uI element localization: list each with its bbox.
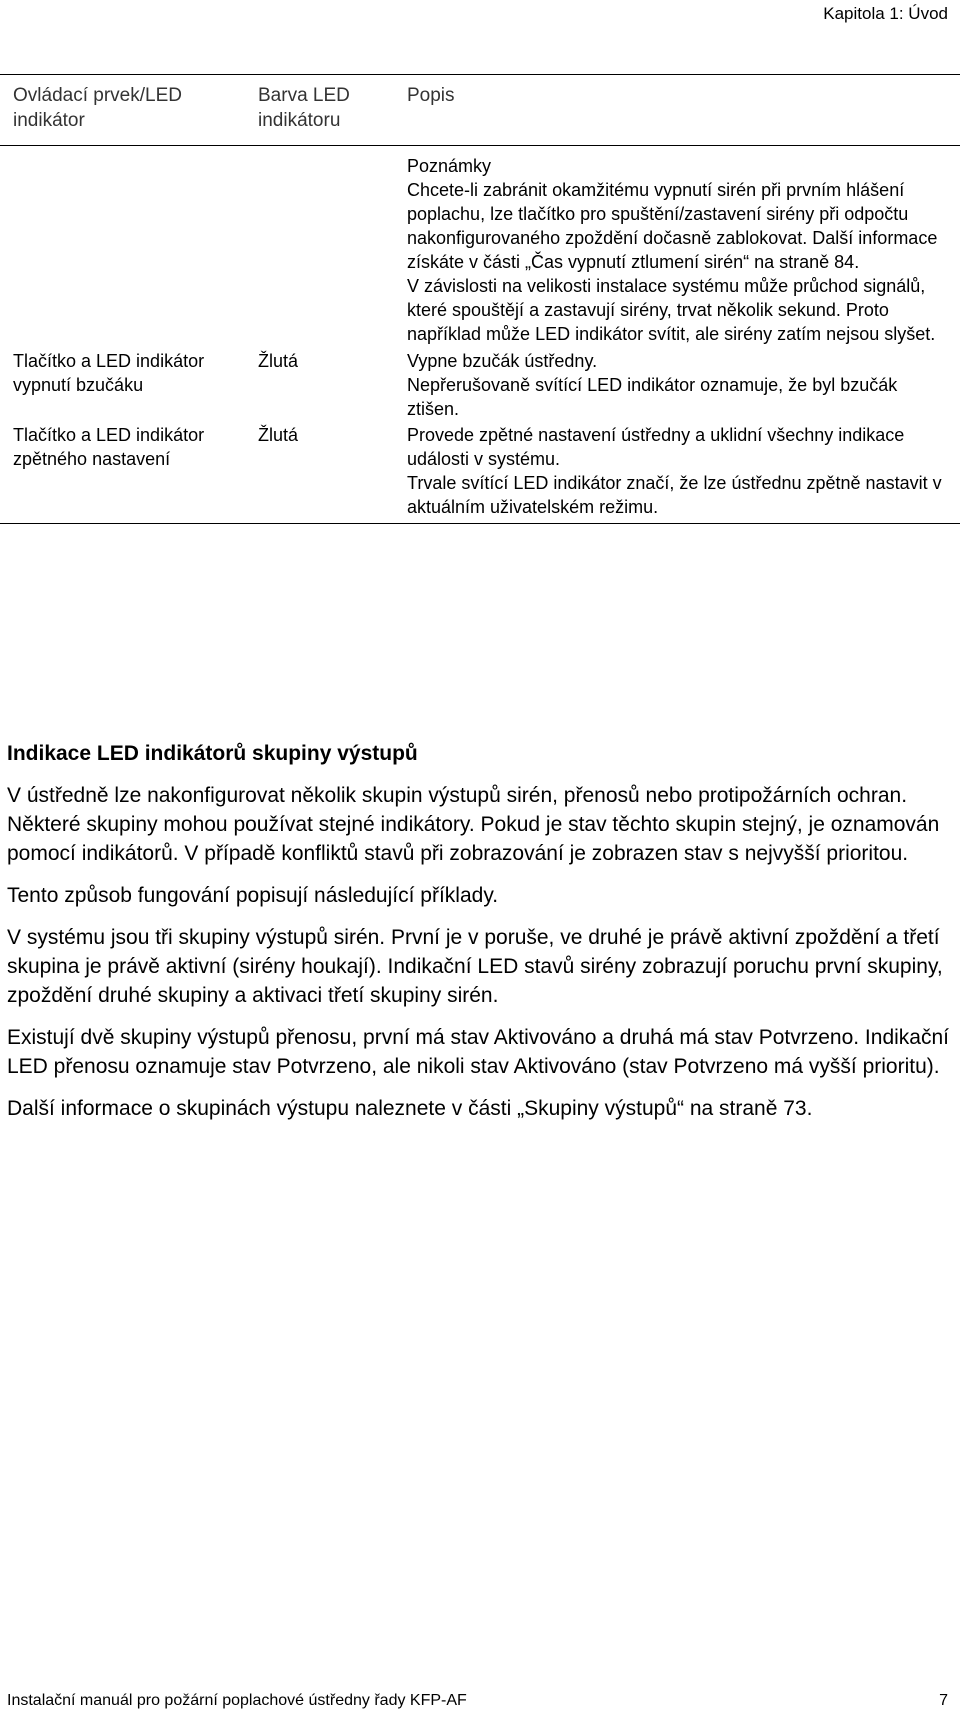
description-paragraph: Trvale svítící LED indikátor značí, že lze ústřednu zpětně nastavit v aktuálním uživatelském režimu.	[407, 473, 942, 517]
row-color	[255, 154, 407, 346]
section-title: Indikace LED indikátorů skupiny výstupů	[7, 742, 418, 765]
body-paragraph: V ústředně lze nakonfigurovat několik skupin výstupů sirén, přenosů nebo protipožárních ochran. Některé skupiny mohou používat stejné indikátory. Pokud je stav těchto skupin stejný, je oznamován pomocí indikátorů. V případě konfliktů stavů při zobrazování je zobrazen stav s nejvyšší prioritou.	[7, 784, 940, 865]
row-description	[407, 423, 960, 523]
description-paragraph: Vypne bzučák ústředny.	[407, 351, 598, 371]
page-footer	[7, 1692, 948, 1710]
chapter-header: Kapitola 1: Úvod	[823, 4, 948, 23]
header-description: Popis	[407, 85, 455, 106]
table-row-notes	[0, 146, 960, 346]
row-control	[0, 154, 255, 346]
header-color: Barva LED indikátoru	[258, 85, 350, 131]
body-paragraph: Další informace o skupinách výstupu naleznete v části „Skupiny výstupů“ na straně 73.	[7, 1097, 813, 1120]
row-color: Žlutá	[258, 351, 299, 371]
description-paragraph: Chcete-li zabránit okamžitému vypnutí sirén při prvním hlášení poplachu, lze tlačítko pro spuštění/zastavení sirény při odpočtu nakonfigurovaného zpoždění dočasně zablokovat. Další informace získáte v části „Čas vypnutí ztlumení sirén“ na straně 84.	[407, 180, 938, 272]
notes-heading: Poznámky	[407, 156, 492, 176]
page-number: 7	[939, 1692, 948, 1709]
table-header-row	[0, 75, 960, 146]
description-paragraph: Nepřerušovaně svítící LED indikátor oznamuje, že byl bzučák ztišen.	[407, 375, 898, 419]
controls-table	[0, 74, 960, 524]
body-paragraph: Tento způsob fungování popisují následující příklady.	[7, 884, 499, 907]
header-control: Ovládací prvek/LED indikátor	[13, 85, 182, 131]
body-paragraph: V systému jsou tři skupiny výstupů sirén. První je v poruše, ve druhé je právě aktivní zpoždění a třetí skupina je právě aktivní (sirény houkají). Indikační LED stavů sirény zobrazují poruchu první skupiny, zpoždění druhé skupiny a aktivaci třetí skupiny sirén.	[7, 926, 943, 1007]
description-paragraph: V závislosti na velikosti instalace systému může průchod signálů, které spouštějí a zastavují sirény, trvat několik sekund. Proto například může LED indikátor svítit, ale sirény zatím nejsou slyšet.	[407, 276, 936, 344]
body-paragraph: Existují dvě skupiny výstupů přenosu, první má stav Aktivováno a druhá má stav Potvrzeno. Indikační LED přenosu oznamuje stav Potvrzeno, ale nikoli stav Aktivováno (stav Potvrzeno má vyšší prioritu).	[7, 1026, 949, 1078]
row-control: Tlačítko a LED indikátor zpětného nastavení	[13, 425, 205, 469]
table-row-buzzer	[0, 346, 960, 421]
section-body	[7, 781, 952, 1136]
footer-title: Instalační manuál pro požární poplachové ústředny řady KFP-AF	[7, 1692, 467, 1709]
description-paragraph: Provede zpětné nastavení ústředny a uklidní všechny indikace události v systému.	[407, 425, 905, 469]
row-control: Tlačítko a LED indikátor vypnutí bzučáku	[13, 351, 205, 395]
table-row-reset	[0, 421, 960, 523]
row-description	[407, 154, 960, 346]
row-description	[407, 349, 960, 421]
row-color: Žlutá	[258, 425, 299, 445]
